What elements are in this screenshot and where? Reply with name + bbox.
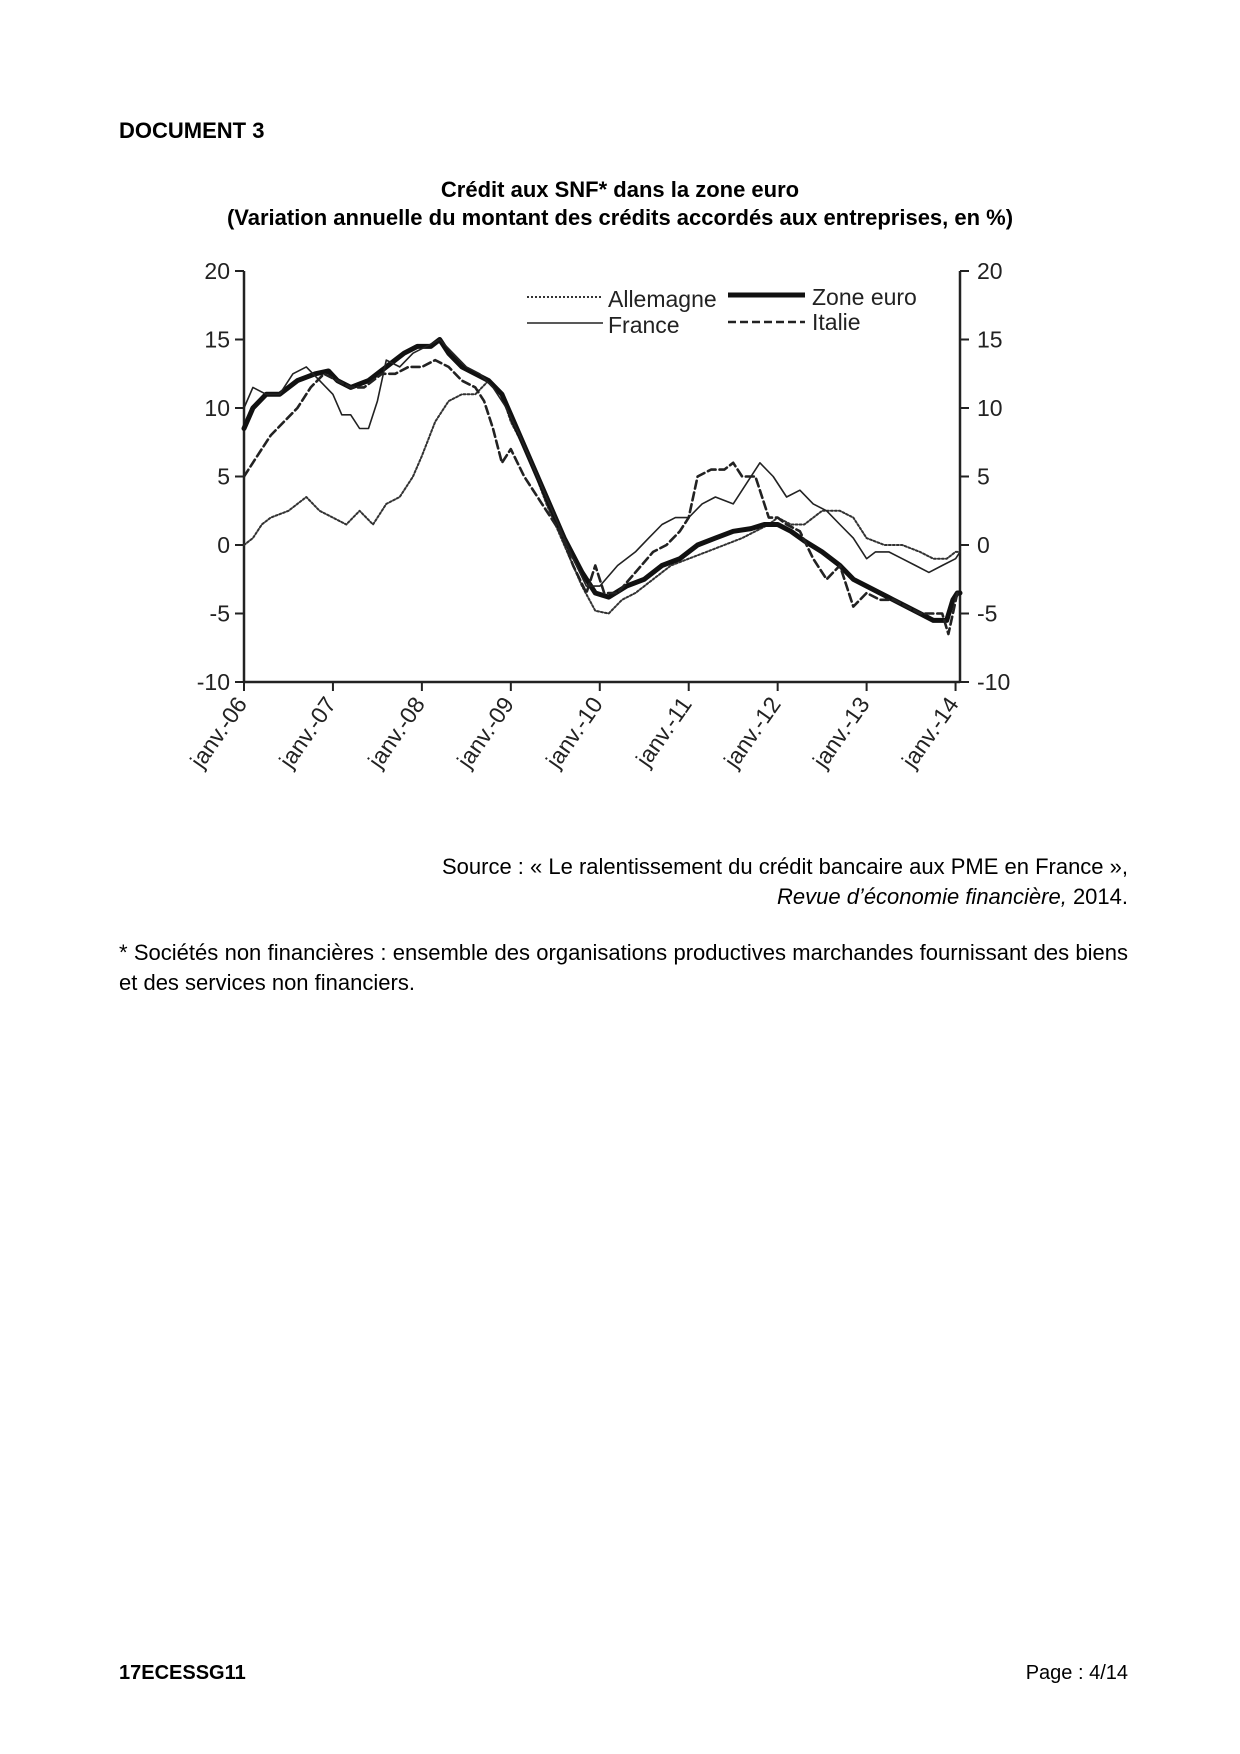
- y-tick-label-right: -10: [977, 669, 1011, 695]
- x-tick-label: janv.-06: [184, 691, 253, 773]
- source-journal: Revue d’économie financière,: [776, 884, 1067, 909]
- x-tick-label: janv.-07: [273, 691, 342, 773]
- x-tick-label: janv.-12: [718, 691, 786, 773]
- y-tick-label-right: -5: [977, 600, 998, 627]
- x-tick-label: janv.-11: [630, 691, 697, 772]
- line-chart: [0, 0, 1240, 820]
- y-tick-label-left: -10: [196, 669, 230, 695]
- legend-label-zone-euro: Zone euro: [812, 284, 917, 310]
- y-tick-label-left: -5: [209, 600, 230, 627]
- legend-label-italie: Italie: [812, 309, 861, 335]
- y-tick-label-left: 15: [204, 326, 230, 353]
- legend-label-allemagne: Allemagne: [608, 286, 717, 312]
- source-year: 2014.: [1066, 884, 1128, 909]
- source-line-2: [442, 882, 1128, 912]
- y-tick-label-right: 0: [977, 532, 990, 558]
- y-tick-label-left: 5: [217, 463, 230, 490]
- series-line-france: [244, 340, 960, 587]
- x-tick-label: janv.-10: [540, 691, 608, 773]
- series-line-zone-euro: [244, 340, 960, 621]
- y-tick-label-left: 20: [204, 258, 230, 284]
- y-tick-label-right: 20: [977, 258, 1003, 284]
- x-tick-label: janv.-09: [451, 691, 519, 773]
- footer-code: 17ECESSG11: [119, 1662, 246, 1684]
- y-tick-label-right: 15: [977, 326, 1003, 353]
- y-tick-label-left: 10: [204, 395, 230, 421]
- y-tick-label-right: 10: [977, 395, 1003, 421]
- x-tick-label: janv.-14: [896, 691, 964, 773]
- footnote: * Sociétés non financières : ensemble des organisations productives marchandes fournissant des biens et des services non financiers.: [119, 940, 1128, 995]
- x-tick-label: janv.-13: [807, 691, 875, 773]
- y-tick-label-left: 0: [217, 532, 230, 558]
- chart-title: Crédit aux SNF* dans la zone euro: [440, 177, 800, 202]
- chart-subtitle: (Variation annuelle du montant des crédits accordés aux entreprises, en %): [226, 205, 1014, 230]
- source-line-1: Source : « Le ralentissement du crédit bancaire aux PME en France »,: [441, 854, 1128, 879]
- y-tick-label-right: 5: [977, 463, 990, 490]
- source-note: [442, 852, 1128, 912]
- plot-area: [184, 258, 1010, 773]
- legend-label-france: France: [608, 312, 680, 338]
- document-label: DOCUMENT 3: [119, 118, 265, 143]
- footer-page-number: Page : 4/14: [1025, 1662, 1128, 1684]
- x-tick-label: janv.-08: [362, 691, 430, 773]
